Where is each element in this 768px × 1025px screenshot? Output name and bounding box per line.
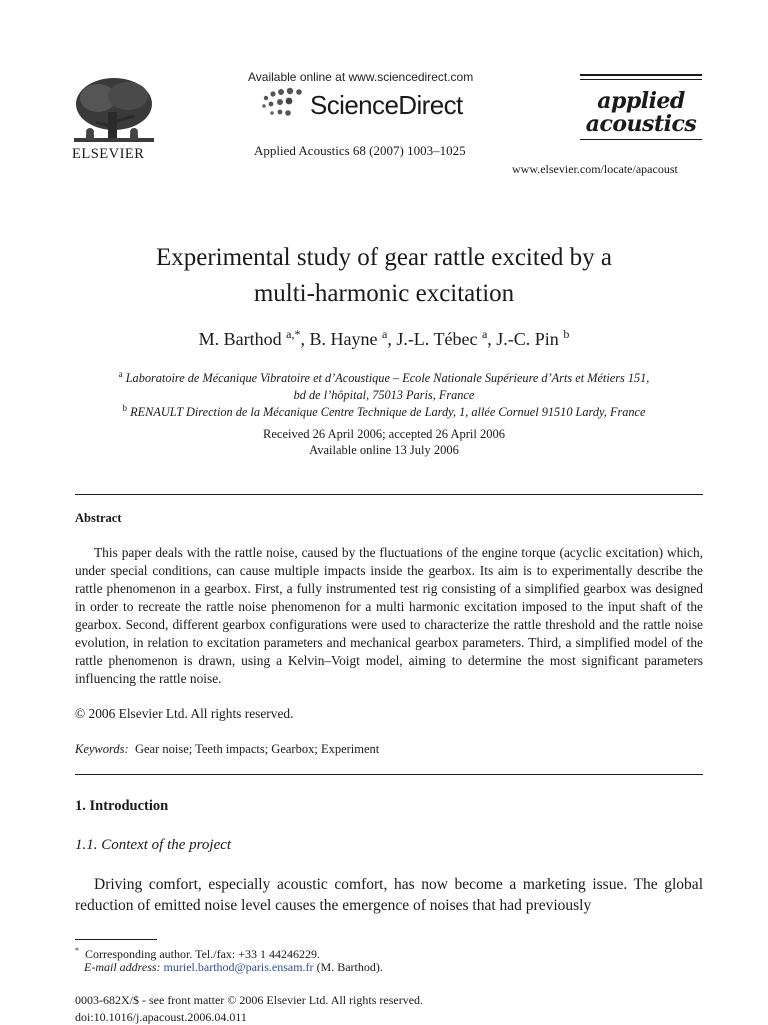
- divider: [75, 774, 703, 775]
- journal-logo-line2: acoustics: [585, 111, 697, 137]
- author-name[interactable]: J.-C. Pin: [496, 329, 559, 349]
- email-label: E-mail address:: [84, 960, 161, 974]
- keywords: [75, 742, 379, 757]
- corresponding-author-text: Corresponding author. Tel./fax: +33 1 44246229.: [85, 947, 321, 961]
- author-list: M. Barthod $^{a,*}$, B. Hayne $^a$, J.-L. Tébec $^a$, J.-C. Pin $^b$: [198, 327, 570, 349]
- email-suffix: (M. Barthod).: [316, 960, 383, 974]
- received-date: Received 26 April 2006; accepted 26 April 2006: [263, 427, 505, 441]
- author-affiliation-mark[interactable]: a: [481, 327, 488, 341]
- author-affiliation-mark[interactable]: b: [563, 327, 570, 341]
- journal-citation: Applied Acoustics 68 (2007) 1003–1025: [254, 143, 466, 158]
- journal-logo: [578, 90, 704, 136]
- title-line-1: Experimental study of gear rattle excited by a: [155, 244, 613, 271]
- footnote-rule: [75, 939, 157, 940]
- affiliation-b: [40, 400, 728, 421]
- affiliation-text: bd de l’hôpital, 75013 Paris, France: [293, 388, 475, 403]
- doi-link[interactable]: doi:10.1016/j.apacoust.2006.04.011: [75, 1010, 247, 1024]
- title-line-2: multi-harmonic excitation: [253, 280, 515, 307]
- abstract-text: This paper deals with the rattle noise, caused by the fluctuations of the engine torque (acyclic excitation) which, under special conditions, can cause multiple impacts inside the gearbox. Its aim is to experimentally describe the rattle phenomenon in a gearbox. First, a fully instrumented test rig consisting of a simplified gearbox was designed in order to recreate the rattle noise phenomenon for a multi harmonic excitation imposed to the input shaft of the gearbox. Second, different gearbox configurations were used to characterize the rattle threshold and the rattle noise evolution, in relation to excitation parameters and mechanical gearbox parameters. Third, a simplified model of the rattle phenomenon is drawn, using a Kelvin–Voigt model, aiming to determine the most significant parameters influencing the rattle noise.: [75, 545, 703, 686]
- abstract-copyright: © 2006 Elsevier Ltd. All rights reserved.: [75, 706, 294, 721]
- email-link[interactable]: muriel.barthod@paris.ensam.fr: [163, 960, 314, 974]
- affiliation-text: RENAULT Direction de la Mécanique Centre Technique de Lardy, 1, allée Cornuel 91510 Lardy, France: [130, 405, 646, 420]
- available-date: Available online 13 July 2006: [309, 443, 459, 457]
- author-affiliation-mark[interactable]: a,*: [286, 327, 301, 341]
- article-title: [40, 240, 728, 312]
- email-footnote: [75, 959, 383, 975]
- journal-logo-rule: [580, 74, 702, 76]
- section-heading: 1. Introduction: [75, 798, 169, 814]
- publisher-name: ELSEVIER: [72, 146, 145, 162]
- author-name[interactable]: B. Hayne: [309, 329, 378, 349]
- affiliation-mark: a: [118, 369, 123, 379]
- keywords-text: Gear noise; Teeth impacts; Gearbox; Experiment: [134, 742, 380, 756]
- journal-logo-line1: applied: [597, 88, 685, 114]
- author-affiliation-mark[interactable]: a: [381, 327, 388, 341]
- affiliation-text: Laboratoire de Mécanique Vibratoire et d’Acoustique – Ecole Nationale Supérieure d’Arts et Métiers 151,: [125, 371, 650, 386]
- journal-logo-rule: [580, 79, 702, 80]
- sciencedirect-wordmark: ScienceDirect: [310, 90, 463, 120]
- affiliation-a: [40, 366, 728, 404]
- abstract-heading: Abstract: [75, 511, 122, 525]
- subsection-heading: 1.1. Context of the project: [75, 837, 232, 853]
- journal-logo-rule: [580, 139, 702, 140]
- body-paragraph: Driving comfort, especially acoustic comfort, has now become a marketing issue. The global reduction of emitted noise level causes the emergence of noises that had previously: [75, 876, 703, 914]
- article-history: [40, 426, 728, 458]
- keywords-label: Keywords:: [75, 742, 129, 756]
- divider: [75, 494, 703, 495]
- journal-url-link[interactable]: www.elsevier.com/locate/apacoust: [512, 162, 678, 176]
- issn-line: 0003-682X/$ - see front matter © 2006 Elsevier Ltd. All rights reserved.: [75, 993, 424, 1007]
- author-name[interactable]: J.-L. Tébec: [396, 329, 478, 349]
- author-name[interactable]: M. Barthod: [198, 329, 282, 349]
- sciencedirect-dots-icon: [258, 86, 306, 122]
- footnote-mark: *: [75, 946, 79, 955]
- available-online-text: Available online at www.sciencedirect.com: [248, 70, 474, 84]
- affiliation-mark: b: [122, 403, 128, 413]
